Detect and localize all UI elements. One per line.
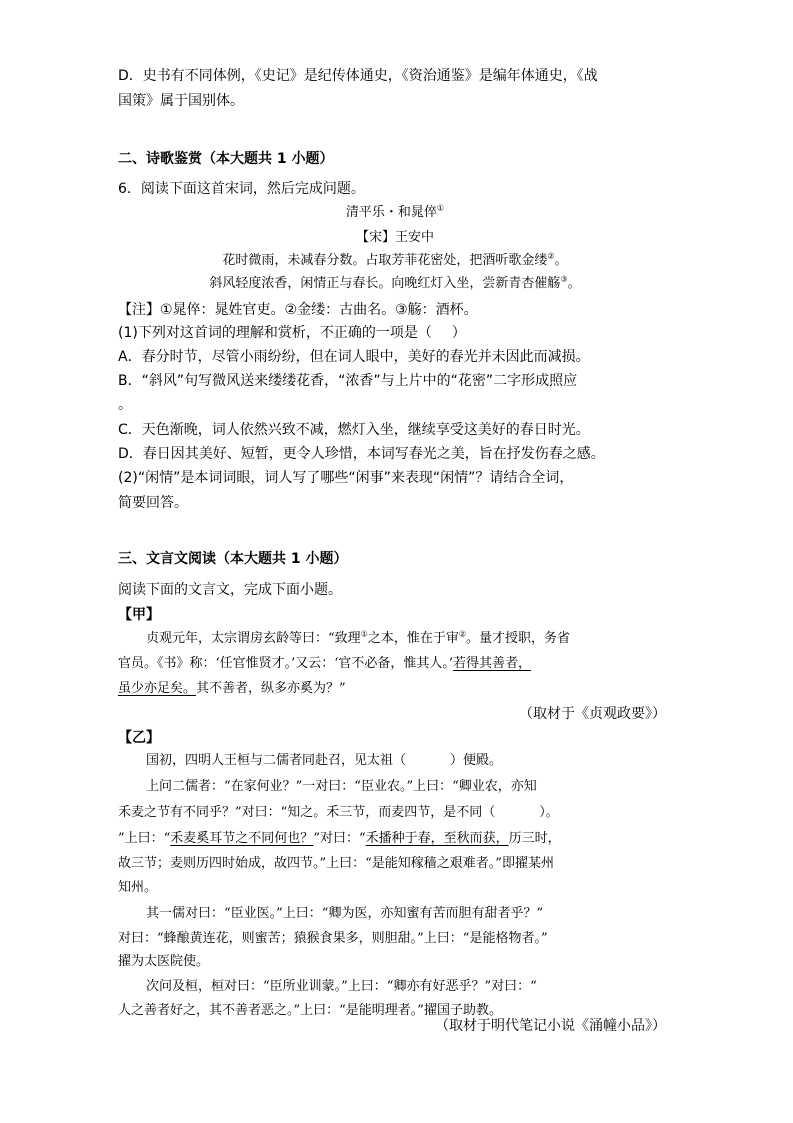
passage-jia-line2: 官员。《书》称：‘任官惟贤才。’又云：‘官不必备，惟其人。’若得其善者， [118, 656, 532, 671]
q6-option-d: D．春日因其美好、短暂，更令人珍惜，本词写春光之美，旨在抒发伤春之感。 [118, 446, 605, 462]
passage-jia-line1: 贞观元年，太宗谓房玄龄等曰：“致理①之本，惟在于审②。量才授职，务省 [146, 629, 571, 646]
section3-heading: 三、文言文阅读（本大题共 1 小题） [118, 551, 348, 567]
q5-option-d-line2: 国策》属于国别体。 [118, 93, 244, 109]
passage-yi-label: 【乙】 [118, 730, 160, 746]
passage-yi-line1: 国初，四明人王桓与二儒者同赴召，见太祖（ ）便殿。 [146, 753, 503, 768]
passage-yi-line6: 知州。 [118, 880, 158, 895]
passage-yi-line11: 人之善者好之，其不善者恶之。”上曰：“是能明理者。”擢国子助教。 [118, 1003, 502, 1018]
passage-yi-line8: 对曰：“蜂酿黄连花，则蜜苦；猿猴食果多，则胆甜。”上曰：“是能格物者。” [118, 931, 548, 946]
passage-jia-label: 【甲】 [118, 607, 160, 623]
poem-notes: 【注】①晁倅：晁姓官吏。②金缕：古曲名。③觞：酒杯。 [118, 302, 478, 318]
section2-heading: 二、诗歌鉴赏（本大题共 1 小题） [118, 151, 334, 167]
q6-intro: 6．阅读下面这首宋词，然后完成问题。 [118, 181, 365, 197]
q6-sub2-line2: 简要回答。 [118, 495, 188, 511]
q6-option-a: A．春分时节，尽管小雨纷纷，但在词人眼中，美好的春光并未因此而减损。 [118, 349, 590, 365]
q6-option-b-line1: B．“斜风”句写微风送来缕缕花香，“浓香”与上片中的“花密”二字形成照应 [118, 373, 578, 389]
poem-author: 【宋】王安中 [355, 230, 434, 245]
q5-option-d-line1: D．史书有不同体例，《史记》是纪传体通史，《资治通鉴》是编年体通史，《战 [118, 68, 598, 84]
q6-sub1: (1)下列对这首词的理解和赏析，不正确的一项是（ ） [118, 325, 466, 341]
poem-title: 清平乐・和晁倅① [345, 203, 445, 220]
section3-intro: 阅读下面的文言文，完成下面小题。 [118, 582, 342, 598]
passage-yi-line4: ”上曰：“禾麦奚耳节之不同何也？”对曰：“禾播种于春，至秋而获，历三时， [118, 831, 561, 846]
passage-yi-line3: 禾麦之节有不同乎？”对曰：“知之。禾三节，而麦四节，是不同（ ）。 [118, 805, 559, 820]
passage-jia-line3: 虽少亦足矣。其不善者，纵多亦奚为？” [118, 681, 346, 696]
passage-jia-source: （取材于《贞观政要》） [519, 706, 666, 722]
passage-yi-source: （取材于明代笔记小说《涌幢小品》） [435, 1018, 666, 1034]
passage-yi-line9: 擢为太医院使。 [118, 954, 210, 969]
q6-sub2-line1: (2)“闲情”是本词词眼，词人写了哪些“闲事”来表现“闲情”？请结合全词， [118, 470, 574, 486]
passage-yi-line2: 上问二儒者：“在家何业？”一对曰：“臣业农。”上曰：“卿业农，亦知 [146, 779, 537, 794]
q6-option-c: C．天色渐晚，词人依然兴致不减，燃灯入坐，继续享受这美好的春日时光。 [118, 422, 590, 438]
poem-line2: 斜风轻度浓香，闲情正与春长。向晚红灯入坐，尝新青杏催觞③。 [209, 274, 581, 291]
q6-option-b-line2: 。 [118, 397, 132, 413]
passage-yi-line10: 次问及桓，桓对曰：“臣所业训蒙。”上曰：“卿亦有好恶乎？”对曰：“ [146, 979, 537, 994]
passage-yi-line7: 其一儒对曰：“臣业医。”上曰：“卿为医，亦知蜜有苦而胆有甜者乎？” [146, 906, 544, 921]
passage-yi-line5: 故三节；麦则历四时始成，故四节。”上曰：“是能知稼穑之艰难者。”即擢某州 [118, 856, 554, 871]
poem-line1: 花时微雨，未减春分数。占取芳菲花密处，把酒听歌金缕②。 [222, 251, 568, 268]
